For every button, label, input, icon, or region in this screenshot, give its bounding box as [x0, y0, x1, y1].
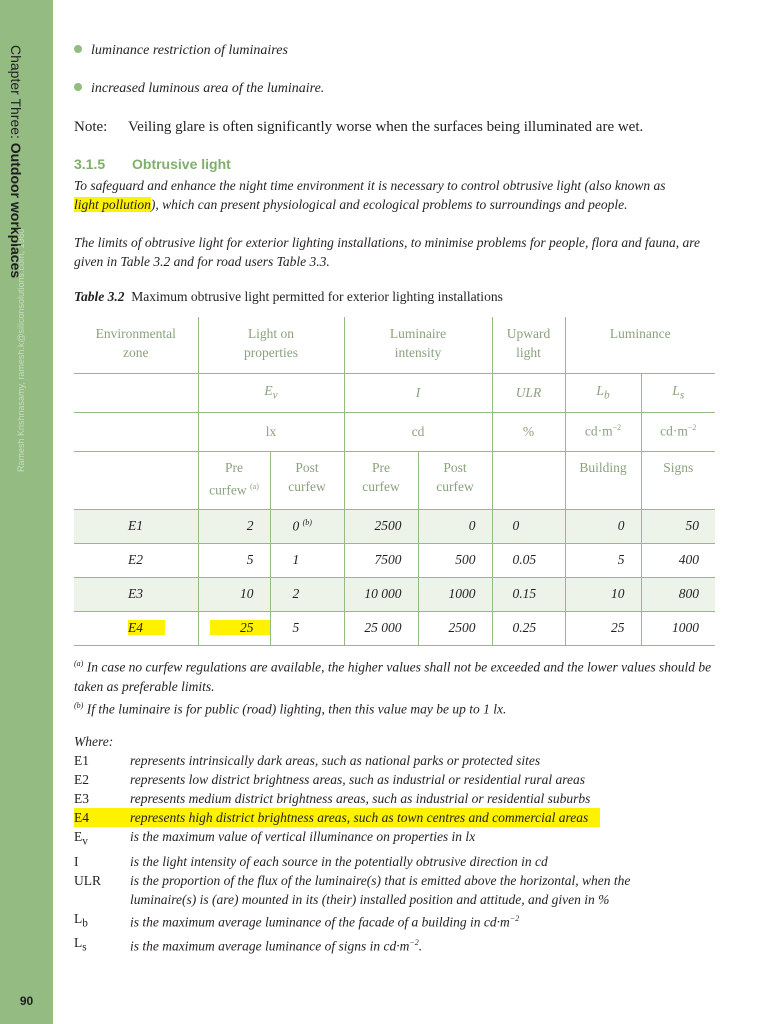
cell-lb: 0 — [565, 509, 641, 543]
table-label: Table 3.2 — [74, 289, 125, 304]
legend-text: represents intrinsically dark areas, such as national parks or protected sites — [130, 753, 541, 768]
note-label: Note: — [74, 119, 108, 135]
symbol-empty — [74, 373, 198, 412]
table-caption-text: Maximum obtrusive light permitted for exterior lighting installations — [131, 289, 503, 304]
legend-text-main: is the maximum average luminance of signs in cd·m — [130, 938, 410, 954]
unit-exponent: −2 — [612, 423, 622, 433]
unit-text: cd·m — [584, 423, 613, 439]
legend-row — [74, 909, 714, 934]
note-text: Veiling glare is often significantly worse when the surfaces being illuminated are wet. — [128, 119, 644, 135]
cell-ev-pre: 10 — [198, 577, 270, 611]
cell-ev-pre: 5 — [198, 543, 270, 577]
footnote-text: In case no curfew regulations are available, the higher values shall not be exceeded and the lower values should be taken as preferable limits. — [74, 659, 712, 694]
legend-key — [74, 909, 130, 934]
sub-post-curfew-intensity — [418, 451, 492, 509]
sub-text: Post — [295, 459, 319, 475]
table-row — [74, 543, 715, 577]
obtrusive-light-table — [74, 317, 715, 646]
table-subheader-row — [74, 451, 715, 509]
legend-key: E1 — [74, 753, 89, 768]
legend-row — [74, 933, 714, 958]
sub-pre-curfew-intensity — [344, 451, 418, 509]
legend-text — [130, 909, 519, 934]
footnote-b — [74, 696, 714, 719]
legend-row — [74, 751, 714, 770]
bullet-text: luminance restriction of luminaires — [91, 43, 288, 58]
legend-row-highlighted — [74, 808, 600, 827]
legend-text: represents low district brightness areas, such as industrial or residential rural areas — [130, 772, 586, 787]
legend-key — [74, 890, 130, 909]
unit-cdm-signs — [641, 412, 715, 451]
table-symbol-row — [74, 373, 715, 412]
table-footnotes — [74, 654, 714, 718]
table-row — [74, 509, 715, 543]
cell-zone: E2 — [74, 543, 198, 577]
section-number: 3.1.5 — [74, 156, 106, 172]
cell-lb: 10 — [565, 577, 641, 611]
cell-ls: 800 — [641, 577, 715, 611]
footnote-a — [74, 654, 714, 696]
highlighted-zone: E4 — [128, 620, 165, 635]
symbol-ulr: ULR — [492, 373, 565, 412]
cell-zone — [74, 611, 198, 645]
footnote-mark: (a) — [74, 659, 84, 668]
cell-ev-pre — [198, 611, 270, 645]
symbol-text: L — [672, 383, 680, 399]
cell-lb: 25 — [565, 611, 641, 645]
note — [74, 119, 643, 136]
table-header-row — [74, 317, 715, 373]
symbol-ev — [198, 373, 344, 412]
legend-key-text: L — [74, 910, 83, 926]
legend-key: ULR — [74, 872, 101, 888]
cell-ls: 1000 — [641, 611, 715, 645]
bullet-text: increased luminous area of the luminaire. — [91, 81, 325, 96]
cell-zone: E3 — [74, 577, 198, 611]
cell-i-pre: 10 000 — [344, 577, 418, 611]
unit-text: cd·m — [660, 423, 688, 439]
legend-text: is the proportion of the flux of the luminaire(s) that is emitted above the horizontal, when the — [130, 872, 631, 888]
section-title: Obtrusive light — [132, 156, 231, 172]
legend-key: E4 — [74, 810, 89, 825]
legend-text: represents medium district brightness areas, such as industrial or residential suburbs — [130, 791, 591, 806]
legend-key-sub: v — [82, 835, 88, 848]
highlighted-term: light pollution — [74, 197, 151, 212]
legend-key-sub: s — [82, 942, 87, 955]
legend-text: is the light intensity of each source in the potentially obtrusive direction in cd — [130, 853, 548, 869]
symbol-sub: s — [679, 389, 685, 402]
footnote-mark: (b) — [74, 700, 84, 710]
unit-cdm-building — [565, 412, 641, 451]
sub-text: curfew — [362, 478, 400, 494]
header-intensity: Luminaire intensity — [344, 317, 492, 373]
chapter-sidebar — [0, 0, 53, 1024]
sub-text: Pre — [225, 459, 243, 475]
cell-i-post: 0 — [418, 509, 492, 543]
table-unit-row — [74, 412, 715, 451]
symbol-sub: v — [272, 389, 278, 402]
legend-row — [74, 827, 714, 852]
bullet-dot-icon — [74, 83, 82, 91]
footnote-text: If the luminaire is for public (road) lighting, then this value may be up to 1 lx. — [86, 701, 507, 716]
legend-key: E3 — [74, 791, 89, 806]
symbol-ls — [641, 373, 715, 412]
cell-i-pre: 25 000 — [344, 611, 418, 645]
cell-ev-post: 1 — [270, 543, 344, 577]
legend-text: luminaire(s) is (are) mounted in its (their) installed position and attitude, and given in % — [130, 891, 610, 907]
legend-text — [130, 933, 422, 958]
para-text: ), which can present physiological and ecological problems to surroundings and people. — [150, 197, 628, 212]
legend-row — [74, 890, 714, 909]
symbol-sub: b — [603, 389, 610, 402]
cell-ev-post: 5 — [270, 611, 344, 645]
legend-row — [74, 770, 714, 789]
cell-text: 0 — [292, 518, 300, 534]
sub-empty — [74, 451, 198, 509]
bullet-dot-icon — [74, 45, 82, 53]
legend-row — [74, 871, 714, 890]
unit-pct: % — [492, 412, 565, 451]
sub-pre-curfew — [198, 451, 270, 509]
sub-text: Pre — [372, 459, 390, 475]
highlighted-value: 25 — [210, 620, 270, 635]
chapter-name: Outdoor workplaces — [8, 142, 24, 279]
legend-key-sub: b — [82, 917, 88, 930]
sub-text: curfew — [436, 478, 474, 494]
cell-ls: 50 — [641, 509, 715, 543]
cell-i-pre: 7500 — [344, 543, 418, 577]
unit-empty — [74, 412, 198, 451]
paragraph-obtrusive-light — [74, 176, 714, 214]
legend-text: represents high district brightness areas, such as town centres and commercial areas — [130, 810, 589, 825]
cell-i-post: 500 — [418, 543, 492, 577]
legend-row — [74, 852, 714, 871]
legend-key: I — [74, 853, 79, 869]
cell-ev-pre: 2 — [198, 509, 270, 543]
where-title: Where: — [74, 734, 114, 749]
legend-text: is the maximum value of vertical illuminance on properties in lx — [130, 829, 476, 844]
sub-empty-ulr — [492, 451, 565, 509]
sub-post-curfew — [270, 451, 344, 509]
footnote-ref: (b) — [302, 517, 312, 527]
symbol-i: I — [344, 373, 492, 412]
unit-lx: lx — [198, 412, 344, 451]
cell-i-pre: 2500 — [344, 509, 418, 543]
legend-key — [74, 827, 130, 852]
legend-exponent: −2 — [509, 913, 520, 923]
legend-key — [74, 933, 130, 958]
legend-key-text: E — [74, 829, 83, 844]
cell-ulr: 0.25 — [492, 611, 565, 645]
paragraph-limits: The limits of obtrusive light for exterior lighting installations, to minimise problems for people, flora and fauna, are given in Table 3.2 and for road users Table 3.3. — [74, 235, 700, 269]
table-caption — [74, 289, 503, 305]
sub-text: curfew — [209, 482, 247, 497]
cell-ev-post: 2 — [270, 577, 344, 611]
legend-exponent: −2 — [409, 938, 419, 948]
header-luminance: Luminance — [609, 326, 671, 341]
cell-lb: 5 — [565, 543, 641, 577]
bullet-item — [74, 43, 288, 59]
cell-ulr: 0.15 — [492, 577, 565, 611]
bullet-item — [74, 81, 324, 97]
table-row — [74, 611, 715, 645]
cell-ev-post — [270, 509, 344, 543]
para-text: To safeguard and enhance the night time environment it is necessary to control obtrusive light (also known as — [74, 178, 666, 193]
cell-ulr: 0 — [492, 509, 565, 543]
cell-zone: E1 — [74, 509, 198, 543]
legend-tail: . — [418, 938, 423, 954]
symbol-text: L — [596, 383, 604, 399]
header-zone: Environmental zone — [74, 317, 198, 373]
sub-text: curfew — [288, 478, 326, 494]
symbol-text: E — [264, 383, 273, 399]
page-number: 90 — [19, 994, 34, 1008]
legend-key: E2 — [74, 772, 89, 787]
sub-text: Post — [443, 459, 467, 475]
cell-ulr: 0.05 — [492, 543, 565, 577]
cell-i-post: 1000 — [418, 577, 492, 611]
unit-cd: cd — [344, 412, 492, 451]
symbol-lb — [565, 373, 641, 412]
sub-building: Building — [565, 451, 641, 509]
sub-signs: Signs — [641, 451, 715, 509]
legend-key-text: L — [74, 935, 83, 951]
watermark: Ramesh Krishnasamy, ramesh.k@siliconsolutions.com, 1960 — [16, 228, 26, 472]
where-legend — [74, 732, 714, 958]
table-row — [74, 577, 715, 611]
section-heading — [74, 156, 231, 172]
header-light-on: Light on properties — [198, 317, 344, 373]
legend-text-main: is the maximum average luminance of the facade of a building in cd·m — [130, 914, 510, 930]
header-upward: Upward light — [492, 317, 565, 373]
unit-exponent: −2 — [687, 423, 697, 433]
cell-ls: 400 — [641, 543, 715, 577]
footnote-ref: (a) — [249, 481, 259, 491]
legend-row — [74, 789, 714, 808]
cell-i-post: 2500 — [418, 611, 492, 645]
chapter-prefix: Chapter Three: — [8, 45, 24, 143]
